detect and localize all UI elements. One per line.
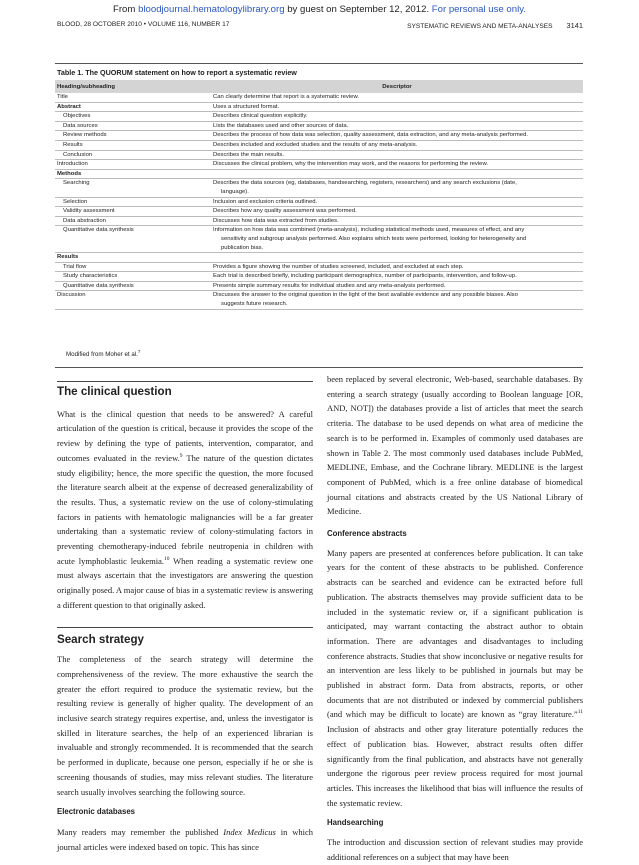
paragraph-text: When reading a systematic review one must always ascertain that the investigators are answering the question originally posed. A major cause of bias in a systematic review is answering a different question to that originally asked. — [57, 555, 313, 610]
row-heading: Trial flow — [55, 262, 211, 272]
journal-title: Index Medicus — [223, 826, 276, 837]
paragraph-text: in which journal articles were indexed based on topic. This has since — [57, 826, 313, 852]
row-heading: Study characteristics — [55, 272, 211, 282]
row-descriptor: Describes how any quality assessment was performed. — [211, 207, 583, 217]
paragraph-text: What is the clinical question that needs to be answered? A careful articulation of the question is critical, because it provides the scope of the review by defining the type of patients, intervention, comparator, and outcomes evaluated in the review. — [57, 408, 313, 463]
section-name: SYSTEMATIC REVIEWS AND META-ANALYSES — [407, 23, 553, 30]
banner-middle: by guest on September 12, 2012. — [284, 4, 432, 15]
heading-search-strategy: Search strategy — [57, 632, 144, 646]
row-heading: Discussion — [55, 291, 211, 309]
table-row — [55, 150, 583, 160]
row-heading: Quantitative data synthesis — [55, 226, 211, 253]
row-heading: Searching — [55, 179, 211, 197]
heading-clinical-question: The clinical question — [57, 385, 172, 398]
paragraph-text: Many readers may remember the published — [57, 826, 224, 837]
quorum-table — [55, 80, 583, 310]
table-header-row — [55, 80, 583, 93]
right-column — [327, 372, 583, 865]
row-descriptor: Provides a figure showing the number of studies screened, included, and excluded at each step. — [211, 262, 583, 272]
paragraph-conference-abstracts — [327, 546, 583, 811]
footnote-text: Modified from Moher et al. — [66, 351, 138, 359]
citation-ref: 11 — [577, 709, 583, 716]
paragraph-databases-cont: been replaced by several electronic, Web-based, searchable databases. By entering a search strategy (usually according to Boolean language [OR, AND, NOT]) the databases provide a list of articles that meet the search criteria. The database to be used depends on what area of medicine the search is to be performed in. Examples of commonly used databases are shown in Table 2. The most commonly used databases include PubMed, MEDLINE, Embase, and the Cochrane library. MEDLINE is the largest component of PubMed, which is a free online database of biomedical journal citations and abstracts created by the US National Library of Medicine. — [327, 374, 583, 517]
row-descriptor — [211, 226, 583, 253]
row-descriptor: Describes clinical question explicitly. — [211, 112, 583, 122]
row-descriptor: Can clearly determine that report is a systematic review. — [211, 93, 583, 102]
table-row — [55, 102, 583, 112]
table-row — [55, 197, 583, 207]
descriptor-continuation: sensitivity and subgroup analysis performed. Also explains which tests were performed, looking for heterogeneity and — [221, 235, 527, 242]
table-caption: Table 1. The QUORUM statement on how to report a systematic review — [57, 68, 297, 77]
column-header-heading: Heading/subheading — [55, 80, 211, 93]
paragraph-handsearching: The introduction and discussion section of relevant studies may provide additional references on a subject that may have been — [327, 837, 583, 862]
row-heading: Validity assessment — [55, 207, 211, 217]
section-heading-right — [407, 21, 583, 30]
table-row — [55, 160, 583, 170]
row-descriptor: Describes the process of how data was selection, quality assessment, data extraction, and any meta-analysis performed. — [211, 131, 583, 141]
row-heading: Title — [55, 93, 211, 102]
row-heading: Selection — [55, 197, 211, 207]
table-row — [55, 93, 583, 102]
descriptor-continuation: language). — [221, 188, 249, 195]
descriptor-continuation: suggests future research. — [221, 301, 288, 308]
table-row — [55, 121, 583, 131]
row-heading: Objectives — [55, 112, 211, 122]
row-heading: Quantitative data synthesis — [55, 281, 211, 291]
table-row — [55, 226, 583, 253]
row-heading: Conclusion — [55, 150, 211, 160]
table-row — [55, 207, 583, 217]
row-heading: Review methods — [55, 131, 211, 141]
row-descriptor: Inclusion and exclusion criteria outlined. — [211, 197, 583, 207]
table-row — [55, 179, 583, 197]
column-header-descriptor: Descriptor — [211, 80, 583, 93]
citation-ref: 10 — [163, 555, 170, 562]
heading-handsearching: Handsearching — [327, 818, 384, 828]
table-bottom-rule — [55, 367, 583, 368]
row-descriptor — [211, 291, 583, 309]
site-link[interactable]: bloodjournal.hematologylibrary.org — [138, 4, 285, 15]
heading-conference-abstracts: Conference abstracts — [327, 529, 407, 539]
row-heading: Introduction — [55, 160, 211, 170]
page-number: 3141 — [566, 21, 583, 30]
row-heading: Abstract — [55, 102, 211, 112]
paragraph-text: Inclusion of abstracts and other gray literature potentially reduces the effect of publication bias. However, abstract results often differ significantly from the final publication, and abstracts have not generally undergone the rigorous peer review process required for most journal articles. This increases the likelihood that bias will influence the results of the systematic review. — [327, 724, 583, 808]
row-descriptor — [211, 179, 583, 197]
paragraph-search-strategy: The completeness of the search strategy will determine the comprehensiveness of the review. The more exhaustive the search the greater the effort required to produce the systematic review, but the resulting review is generally of higher quality. The development of an inclusive search strategy requires expertise, and, unless the investigator is skilled in literature searches, the help of an experienced librarian is invaluable and strongly recommended. It is recommended that the search be performed in duplicate, because one person, especially if he or she is screening thousands of studies, may miss relevant studies. The literature search usually involves searching the following source. — [57, 654, 313, 797]
descriptor-line: Discusses the answer to the original question in the light of the best available evidence and any possible biases. Also — [213, 292, 518, 299]
row-heading: Methods — [55, 169, 211, 179]
row-descriptor — [211, 169, 583, 179]
table-top-rule — [55, 63, 583, 64]
row-descriptor: Lists the databases used and other sources of data. — [211, 121, 583, 131]
section-rule — [57, 627, 313, 628]
paragraph-text: The nature of the question dictates study eligibility; hence, the more specific the question, the more focused the literature search albeit at the expense of decreased generalizability of the results. Thus, a systematic review on the use of colony-stimulating factors in patients with hematologic malignancies will be a far greater undertaking than a systematic review of colony-stimulating factors in preventing chemotherapy-induced febrile neutropenia in children with acute lymphoblastic leukemia. — [57, 452, 313, 566]
access-banner — [0, 4, 639, 15]
row-descriptor — [211, 253, 583, 263]
table-row — [55, 216, 583, 226]
table-footnote — [66, 349, 140, 358]
table-row — [55, 291, 583, 309]
paragraph-clinical-question — [57, 407, 313, 613]
row-descriptor: Discusses how data was extracted from studies. — [211, 216, 583, 226]
left-column — [57, 381, 313, 854]
section-rule — [57, 381, 313, 382]
banner-prefix: From — [113, 4, 139, 15]
row-descriptor: Presents simple summary results for individual studies and any meta-analysis performed. — [211, 281, 583, 291]
citation-ref: 9 — [179, 452, 183, 459]
descriptor-line: Information on how data was combined (meta-analysis), including statistical methods used, measures of effect, and any — [213, 227, 525, 234]
descriptor-continuation: publication bias. — [221, 244, 264, 251]
table-row — [55, 272, 583, 282]
footnote-ref: 7 — [137, 349, 141, 354]
table-row — [55, 281, 583, 291]
paragraph-electronic-databases — [57, 825, 313, 854]
heading-electronic-databases: Electronic databases — [57, 807, 136, 817]
table-row — [55, 262, 583, 272]
table-row — [55, 112, 583, 122]
row-heading: Data sources — [55, 121, 211, 131]
descriptor-line: Describes the data sources (eg, databases, handsearching, registers, researchers) and any search exclusions (date, — [213, 180, 517, 187]
row-heading: Results — [55, 140, 211, 150]
table-row — [55, 131, 583, 141]
paragraph-text: Many papers are presented at conferences before publication. It can take years for the content of these abstracts to be published. Conference abstracts can be searched and evidence can be extracted before full publication. The abstracts themselves may provide sufficient data to be included in the systematic review or, if a significant publication is anticipated, may warrant contacting the abstract author to obtain information. There are advantages and disadvantages to including conference abstracts. Studies that show inconclusive or negative results for an intervention are less likely to be published in journals but may be published in abstract form. Data from abstracts, reports, or other documents that are not distributed or indexed by commercial publishers (and which may be difficult to locate) are known as “gray literature.” — [327, 547, 583, 720]
table-row — [55, 253, 583, 263]
table-row — [55, 169, 583, 179]
row-descriptor: Describes included and excluded studies and the results of any meta-analysis. — [211, 140, 583, 150]
table-row — [55, 140, 583, 150]
personal-use-warning: For personal use only. — [431, 4, 526, 15]
row-descriptor: Each trial is described briefly, including participant demographics, number of participants, intervention, and follow-up. — [211, 272, 583, 282]
row-descriptor: Uses a structured format. — [211, 102, 583, 112]
row-heading: Results — [55, 253, 211, 263]
row-descriptor: Discusses the clinical problem, why the intervention may work, and the reasons for performing the review. — [211, 160, 583, 170]
journal-citation: BLOOD, 28 OCTOBER 2010 • VOLUME 116, NUMBER 17 — [57, 21, 230, 28]
row-descriptor: Describes the main results. — [211, 150, 583, 160]
row-heading: Data abstraction — [55, 216, 211, 226]
